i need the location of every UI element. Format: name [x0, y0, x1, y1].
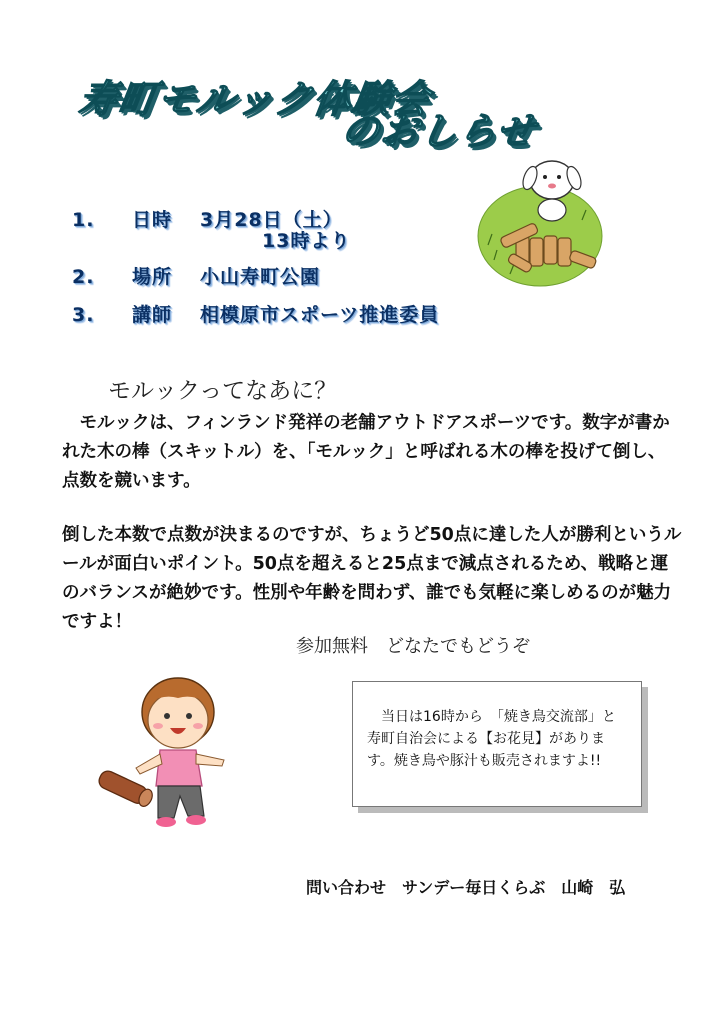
child-face — [148, 692, 208, 748]
info-value: 3月28日（土） — [200, 209, 343, 231]
info-label: 講師 — [132, 304, 173, 326]
info-value: 小山寿町公園 — [200, 266, 321, 288]
info-item-place — [72, 262, 320, 289]
title-line-2: のおしらせ — [338, 109, 539, 153]
child-throwing-illustration — [96, 668, 246, 838]
child-pants — [158, 786, 204, 818]
dog-body — [538, 199, 566, 221]
about-paragraph-1: モルックは、フィンランド発祥の老舗アウトドアスポーツです。数字が書かれた木の棒（スキットル）を、「モルック」と呼ばれる木の棒を投げて倒し、点数を競います。 — [62, 413, 670, 491]
dog-molkky-illustration — [470, 150, 610, 290]
info-number: 2. — [72, 266, 95, 288]
info-item-time: 13時より — [262, 230, 351, 252]
notice-text: 当日は16時から 「焼き鳥交流部」と寿町自治会による【お花見】があります。焼き鳥や豚汁も販売されますよ!! — [367, 709, 616, 769]
about-heading: モルックってなあに？ — [108, 378, 338, 404]
info-number: 1. — [72, 209, 95, 231]
notice-box — [352, 681, 642, 807]
contact-line: 問い合わせ サンデー毎日くらぶ 山崎 弘 — [306, 878, 626, 897]
info-label: 場所 — [132, 266, 173, 288]
about-paragraph-2: 倒した本数で点数が決まるのですが、ちょうど50点に達した人が勝利というルールが面白いポイント。50点を超えると25点まで減点されるため、戦略と運のバランスが絶妙です。性別や年齢を問わず、誰でも気軽に楽しめるのが魅力ですよ！ — [62, 525, 682, 632]
info-item-instructor — [72, 300, 439, 327]
title-line-1: 寿町モルック体験会 — [76, 77, 434, 121]
free-participation-text: 参加無料 どなたでもどうぞ — [296, 636, 530, 657]
child-shirt — [156, 750, 202, 786]
info-label: 日時 — [132, 209, 173, 231]
molkky-stick — [96, 768, 154, 808]
grass-patch — [478, 186, 602, 286]
info-number: 3. — [72, 304, 95, 326]
info-value: 相模原市スポーツ推進委員 — [200, 304, 440, 326]
dog-head — [530, 161, 574, 199]
